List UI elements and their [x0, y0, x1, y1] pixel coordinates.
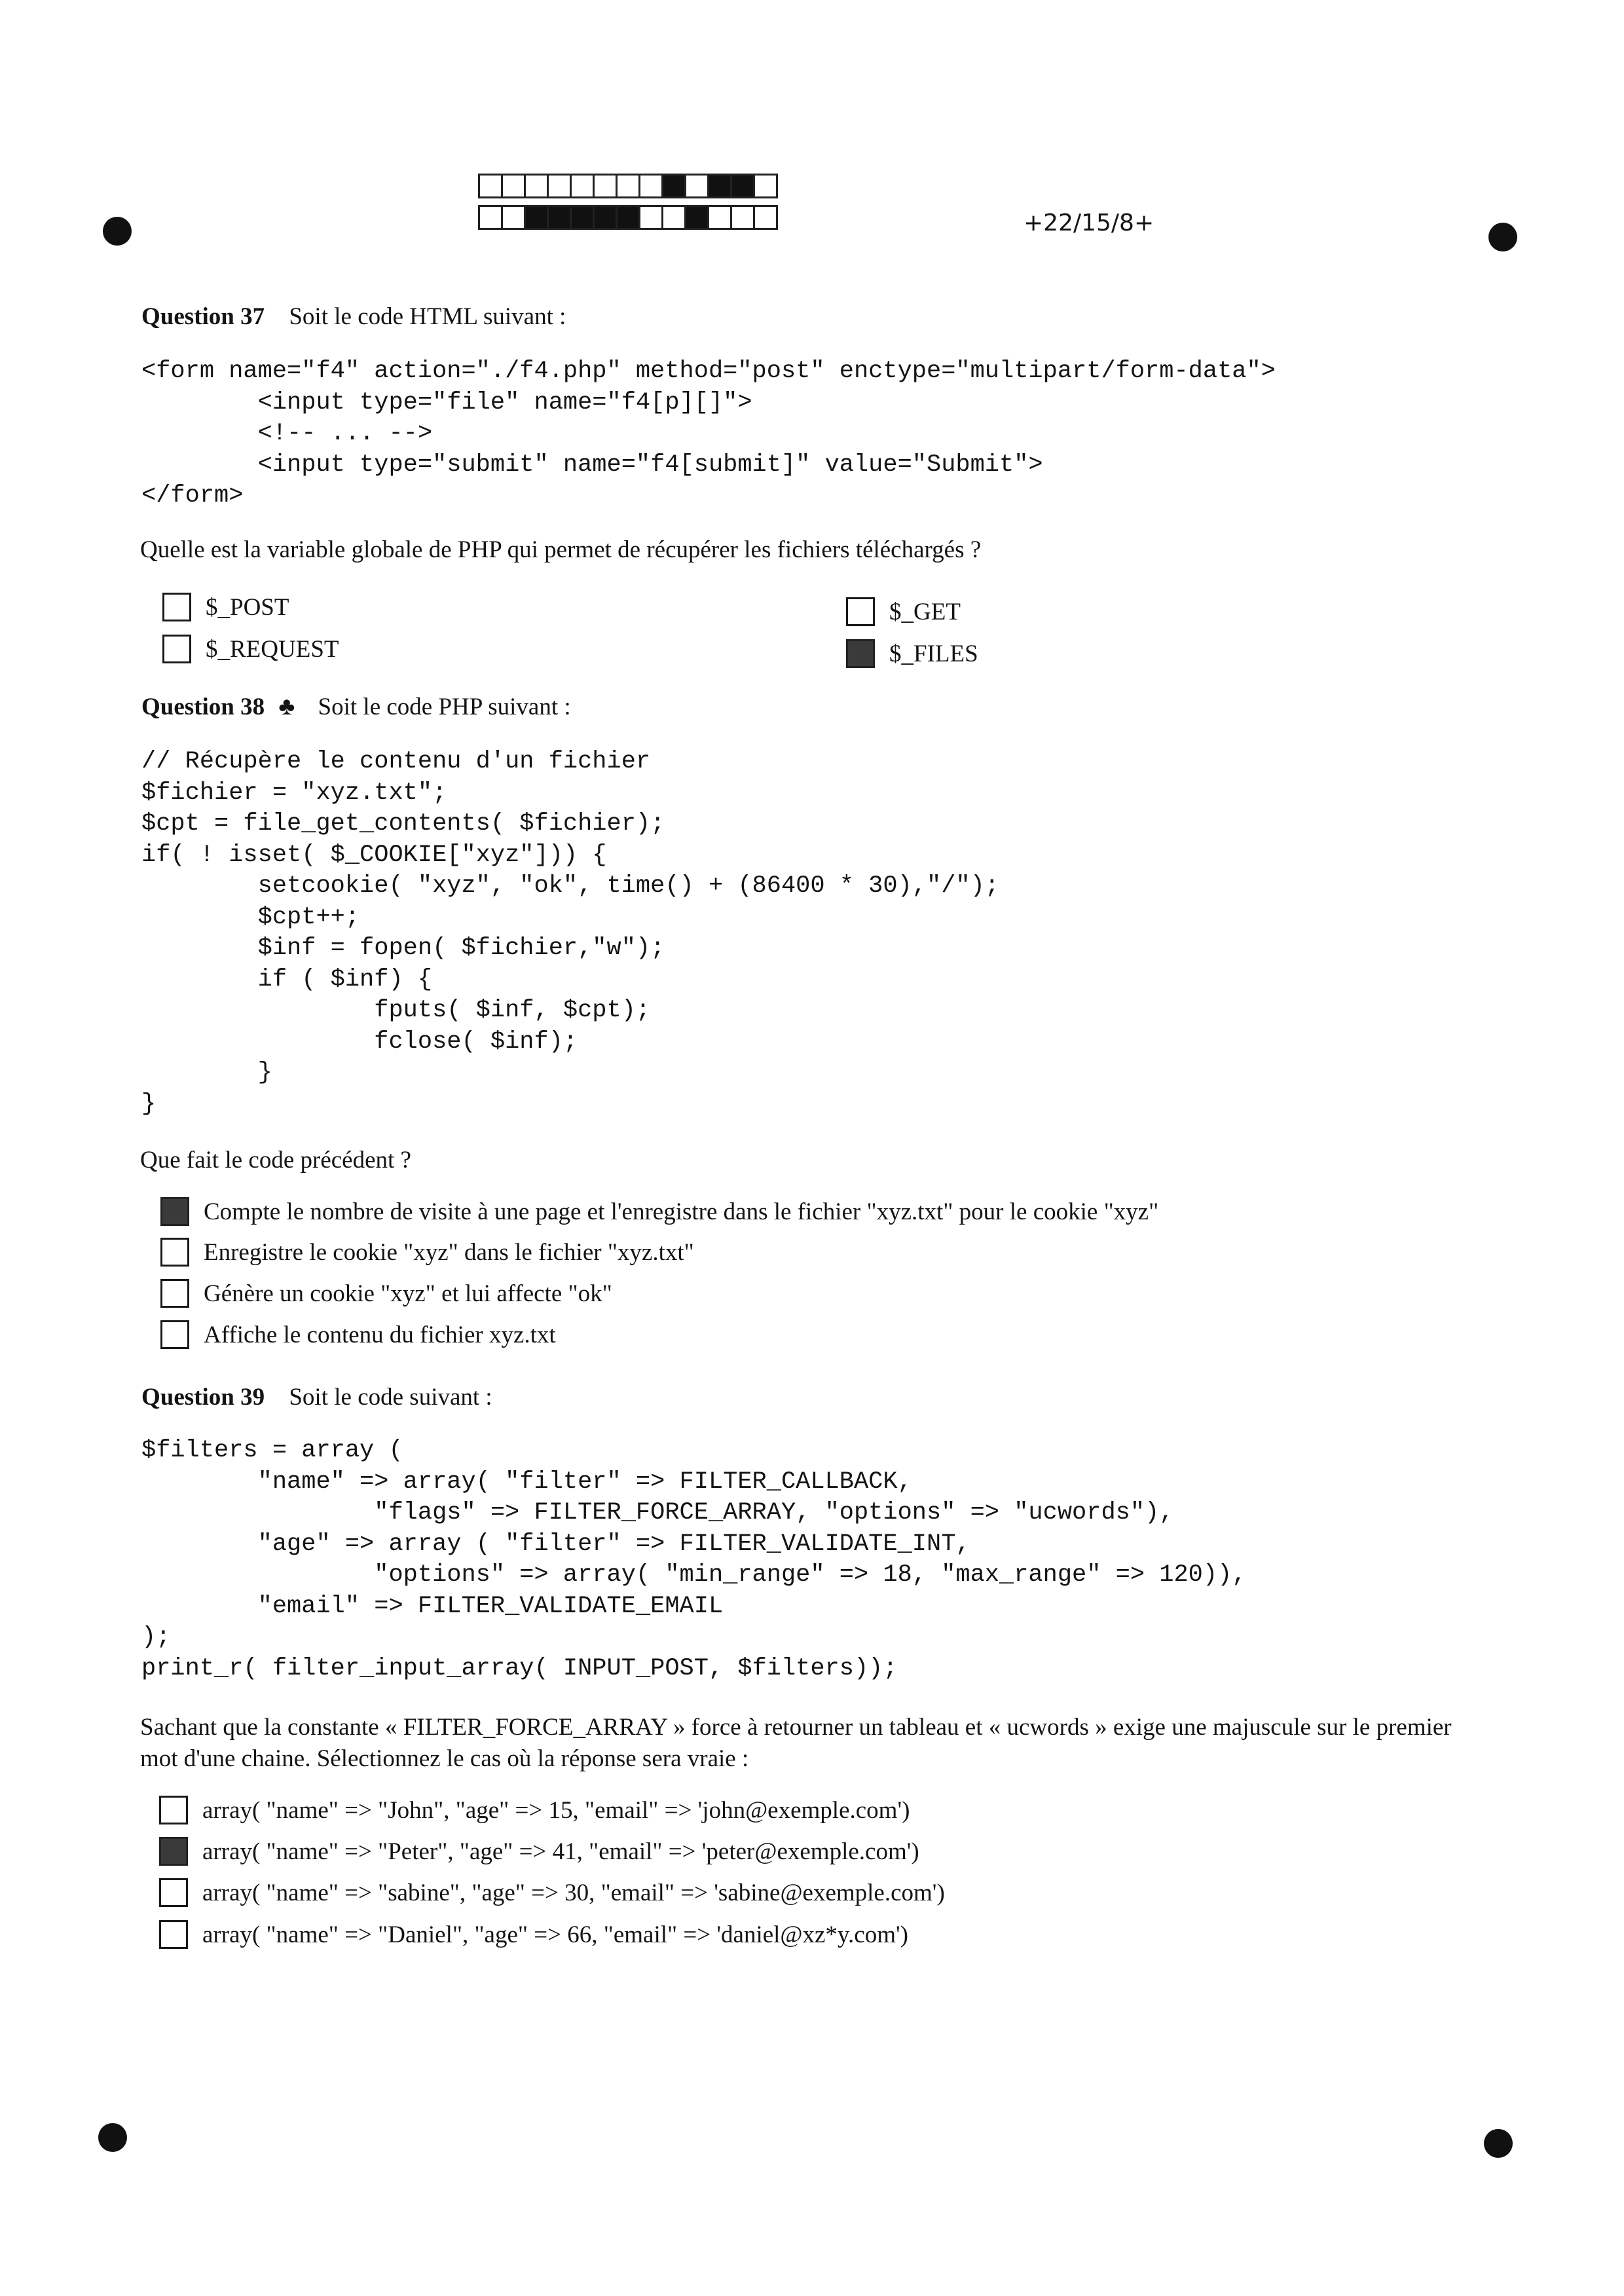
- question-38-prompt: Que fait le code précédent ?: [140, 1147, 411, 1174]
- option-label: Affiche le contenu du fichier xyz.txt: [204, 1321, 556, 1348]
- q38-option-3[interactable]: [160, 1279, 612, 1308]
- checkbox[interactable]: [160, 1238, 189, 1267]
- q37-option-1[interactable]: [162, 593, 289, 621]
- option-label: $_FILES: [889, 640, 978, 667]
- question-39-header: [141, 1383, 492, 1411]
- page-id-grid-row-2: [478, 205, 778, 230]
- option-label: Génère un cookie "xyz" et lui affecte "ok": [204, 1280, 612, 1307]
- q39-option-1[interactable]: [159, 1796, 910, 1824]
- question-37-header: [141, 303, 566, 331]
- question-38-code: // Récupère le contenu d'un fichier $fichier = "xyz.txt"; $cpt = file_get_contents( $fichier); if( ! isset( $_COOKIE["xyz"])) { setcookie( "xyz", "ok", time() + (86400 * 30),"/"); $cpt++; $inf = fopen( $fichier,"w"); if ( $inf) { fputs( $inf, $cpt); fclose( $inf); } }: [141, 748, 1000, 1118]
- checkbox[interactable]: [846, 597, 875, 626]
- checkbox[interactable]: [159, 1920, 188, 1949]
- question-39-intro: Soit le code suivant :: [289, 1384, 492, 1411]
- page-reference: +22/15/8+: [1024, 210, 1154, 236]
- option-label: array( "name" => "John", "age" => 15, "email" => 'john@exemple.com'): [202, 1796, 910, 1824]
- question-38-header: [141, 692, 571, 721]
- question-39-prompt: Sachant que la constante « FILTER_FORCE_ARRAY » force à retourner un tableau et « ucwords » exige une majuscule sur le premier mot d'une chaine. Sélectionnez le cas où la réponse sera vraie :: [140, 1714, 1452, 1772]
- option-label: $_REQUEST: [206, 635, 339, 663]
- question-37-code: <form name="f4" action="./f4.php" method="post" enctype="multipart/form-data"> <input type="file" name="f4[p][]"> <!-- ... --> <input type="submit" name="f4[submit]" value="Submit"> </form>: [141, 358, 1276, 509]
- checkbox[interactable]: [162, 593, 191, 621]
- option-label: $_GET: [889, 598, 961, 625]
- question-37-number: Question 37: [141, 303, 265, 330]
- checkbox-checked[interactable]: [159, 1837, 188, 1866]
- question-37-prompt: Quelle est la variable globale de PHP qui permet de récupérer les fichiers téléchargés ?: [140, 536, 982, 563]
- q39-option-2[interactable]: [159, 1837, 919, 1866]
- checkbox[interactable]: [159, 1796, 188, 1824]
- option-label: Compte le nombre de visite à une page et l'enregistre dans le fichier "xyz.txt" pour le cookie "xyz": [204, 1198, 1159, 1225]
- registration-mark-top-left: [103, 217, 132, 246]
- q37-option-4[interactable]: [846, 639, 978, 668]
- option-label: array( "name" => "Daniel", "age" => 66, "email" => 'daniel@xz*y.com'): [202, 1921, 908, 1948]
- option-label: Enregistre le cookie "xyz" dans le fichier "xyz.txt": [204, 1238, 694, 1266]
- question-38-number: Question 38: [141, 694, 265, 720]
- q39-option-4[interactable]: [159, 1920, 908, 1949]
- option-label: array( "name" => "Peter", "age" => 41, "email" => 'peter@exemple.com'): [202, 1838, 919, 1865]
- question-39-number: Question 39: [141, 1384, 265, 1411]
- checkbox[interactable]: [160, 1320, 189, 1349]
- q38-option-4[interactable]: [160, 1320, 556, 1349]
- registration-mark-bottom-right: [1484, 2129, 1513, 2158]
- registration-mark-top-right: [1488, 223, 1517, 251]
- q38-option-2[interactable]: [160, 1238, 694, 1267]
- option-label: array( "name" => "sabine", "age" => 30, "email" => 'sabine@exemple.com'): [202, 1879, 945, 1906]
- q37-option-3[interactable]: [162, 635, 339, 663]
- question-39-code: $filters = array ( "name" => array( "filter" => FILTER_CALLBACK, "flags" => FILTER_FORCE_ARRAY, "options" => "ucwords"), "age" => array ( "filter" => FILTER_VALIDATE_INT, "options" => array( "min_range" => 18, "max_range" => 120)), "email" => FILTER_VALIDATE_EMAIL ); print_r( filter_input_array( INPUT_POST, $filters));: [141, 1437, 1247, 1682]
- checkbox-checked[interactable]: [846, 639, 875, 668]
- question-38-intro: Soit le code PHP suivant :: [318, 694, 571, 720]
- q37-option-2[interactable]: [846, 597, 961, 626]
- club-icon: ♣: [278, 693, 295, 720]
- checkbox[interactable]: [160, 1279, 189, 1308]
- q38-option-1[interactable]: [160, 1197, 1158, 1226]
- checkbox-checked[interactable]: [160, 1197, 189, 1226]
- option-label: $_POST: [206, 593, 289, 621]
- checkbox[interactable]: [162, 635, 191, 663]
- page-id-grid-row-1: [478, 174, 778, 198]
- question-37-intro: Soit le code HTML suivant :: [289, 303, 566, 330]
- registration-mark-bottom-left: [98, 2123, 127, 2152]
- checkbox[interactable]: [159, 1878, 188, 1907]
- q39-option-3[interactable]: [159, 1878, 945, 1907]
